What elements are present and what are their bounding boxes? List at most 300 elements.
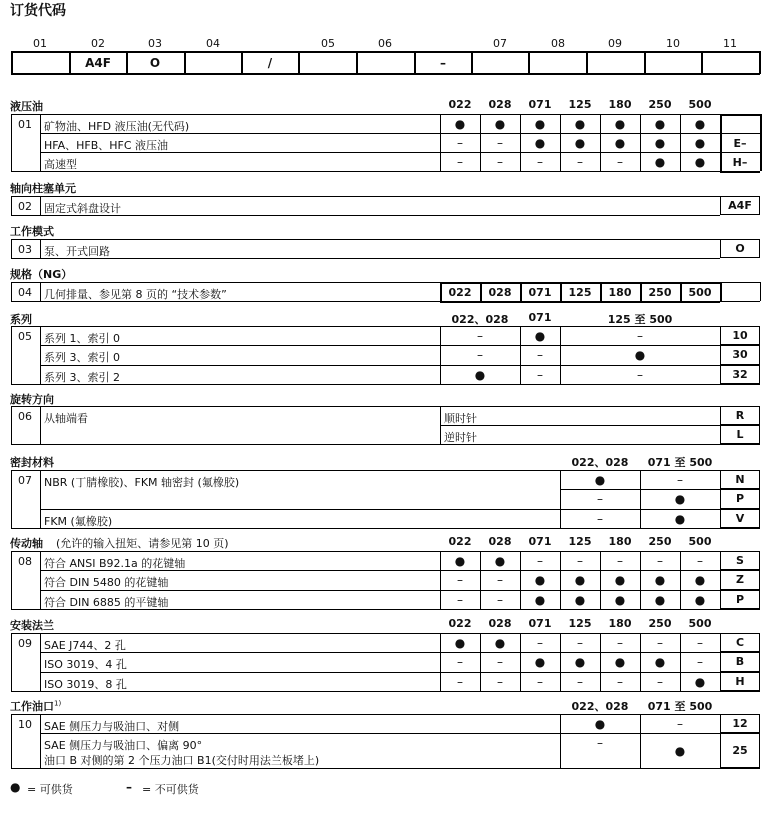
size-value: 071 xyxy=(528,286,552,299)
availability-mark: – xyxy=(597,492,603,507)
code-value: 10 xyxy=(720,326,760,345)
row-label: 系列 1、索引 0 xyxy=(44,332,120,345)
v-rule xyxy=(11,282,12,301)
availability-mark: – xyxy=(637,367,643,382)
v-rule xyxy=(520,326,521,384)
v-rule xyxy=(40,196,41,215)
availability-mark: – xyxy=(457,592,463,607)
availability-mark: – xyxy=(577,554,583,568)
header-number: 05 xyxy=(321,37,335,50)
availability-mark: ● xyxy=(694,674,706,689)
direction-label: 逆时针 xyxy=(444,431,477,444)
row-label: 矿物油、HFD 液压油(无代码) xyxy=(44,120,190,133)
v-rule xyxy=(11,714,12,768)
row-label: 固定式斜盘设计 xyxy=(44,202,121,215)
v-rule xyxy=(560,633,561,691)
row-label: 从轴端看 xyxy=(44,412,88,425)
h-rule xyxy=(11,609,760,610)
row-label: FKM (氟橡胶) xyxy=(44,514,113,528)
size-header: 500 xyxy=(688,98,712,111)
header-box-top xyxy=(11,51,760,53)
section-title: 液压油 xyxy=(10,100,43,113)
v-rule xyxy=(40,114,41,171)
availability-mark: ● xyxy=(534,136,546,150)
row-label: SAE 侧压力与吸油口、偏离 90° xyxy=(44,739,203,752)
size-header: 125 xyxy=(568,535,592,548)
legend-dot-symbol: ● xyxy=(10,780,21,794)
h-rule xyxy=(40,133,760,134)
v-rule xyxy=(40,406,41,444)
header-box-bottom xyxy=(11,73,760,75)
section-title: 密封材料 xyxy=(10,456,54,469)
header-code-value: A4F xyxy=(85,56,111,70)
v-rule xyxy=(520,633,521,691)
header-box-divider xyxy=(241,51,243,74)
v-rule xyxy=(11,633,12,691)
header-number: 07 xyxy=(493,37,507,50)
availability-mark: – xyxy=(617,674,623,689)
header-code-value: O xyxy=(149,56,161,70)
code-value: L xyxy=(720,425,760,444)
availability-mark: ● xyxy=(534,655,546,670)
code-value: P xyxy=(720,489,760,508)
header-code-value: / xyxy=(267,56,273,70)
row-label: 符合 DIN 6885 的平键轴 xyxy=(44,595,169,609)
table-top xyxy=(11,114,760,115)
section-title: 系列 xyxy=(10,313,32,326)
availability-mark: ● xyxy=(694,117,706,131)
section-title: 轴向柱塞单元 xyxy=(10,182,76,195)
availability-mark: – xyxy=(657,554,663,568)
row-label: HFA、HFB、HFC 液压油 xyxy=(44,139,169,152)
header-number: 11 xyxy=(723,37,737,50)
availability-mark: ● xyxy=(654,573,666,588)
h-rule xyxy=(11,551,760,552)
row-label: 高速型 xyxy=(44,158,77,171)
h-rule xyxy=(11,691,760,692)
row-number: 08 xyxy=(18,555,32,568)
header-box-divider xyxy=(298,51,300,74)
section-title-text: 工作油口 xyxy=(10,700,54,713)
v-rule xyxy=(760,114,762,171)
h-rule xyxy=(11,633,760,634)
header-box-divider xyxy=(356,51,358,74)
availability-mark: ● xyxy=(494,117,506,131)
availability-mark: ● xyxy=(534,592,546,607)
v-rule xyxy=(40,326,41,384)
v-rule xyxy=(480,551,481,609)
h-rule xyxy=(40,652,760,653)
column-header: 071 至 500 xyxy=(647,456,713,469)
availability-mark: ● xyxy=(654,155,666,169)
size-header: 022 xyxy=(448,535,472,548)
row-label: 几何排量、参见第 8 页的 “技术参数” xyxy=(44,288,227,301)
availability-mark: ● xyxy=(574,655,586,670)
header-number: 03 xyxy=(148,37,162,50)
row-label: SAE 侧压力与吸油口、对侧 xyxy=(44,720,180,733)
v-rule xyxy=(640,714,641,768)
availability-mark: – xyxy=(697,655,703,670)
v-rule xyxy=(440,406,441,444)
row-number: 06 xyxy=(18,410,32,423)
size-header: 071 xyxy=(528,617,552,630)
row-label: ISO 3019、8 孔 xyxy=(44,677,127,691)
row-label: SAE J744、2 孔 xyxy=(44,639,126,652)
row-number: 04 xyxy=(18,286,32,299)
row-label: 系列 3、索引 2 xyxy=(44,370,120,384)
availability-mark: ● xyxy=(494,554,506,568)
v-rule xyxy=(600,551,601,609)
size-header: 500 xyxy=(688,535,712,548)
h-rule xyxy=(11,196,720,197)
availability-mark: – xyxy=(497,136,503,150)
availability-mark: ● xyxy=(534,329,546,343)
h-rule xyxy=(40,672,760,673)
code-value: 25 xyxy=(720,733,760,768)
availability-mark: ● xyxy=(534,117,546,131)
v-rule xyxy=(520,114,521,171)
v-rule xyxy=(680,551,681,609)
availability-mark: ● xyxy=(694,136,706,150)
header-box-divider xyxy=(644,51,646,74)
v-rule xyxy=(11,326,12,384)
size-value: 028 xyxy=(488,286,512,299)
legend-dash-symbol: – xyxy=(126,780,132,794)
availability-mark: – xyxy=(457,655,463,670)
availability-mark: ● xyxy=(654,592,666,607)
size-value: 250 xyxy=(648,286,672,299)
availability-mark: – xyxy=(457,573,463,588)
code-value: S xyxy=(720,551,760,570)
v-rule xyxy=(560,114,561,171)
header-box-divider xyxy=(184,51,186,74)
h-rule xyxy=(40,590,760,591)
availability-mark: ● xyxy=(574,136,586,150)
availability-mark: – xyxy=(597,736,603,750)
v-rule xyxy=(520,551,521,609)
availability-mark: – xyxy=(537,155,543,169)
code-value: Z xyxy=(720,570,760,589)
h-rule xyxy=(11,406,760,407)
size-header: 500 xyxy=(688,617,712,630)
footnote-marker: 1) xyxy=(54,699,62,708)
row-number: 10 xyxy=(18,718,32,731)
legend-dot-text: = 可供货 xyxy=(27,783,73,796)
size-header: 125 xyxy=(568,98,592,111)
size-header: 180 xyxy=(608,617,632,630)
availability-mark: – xyxy=(457,155,463,169)
availability-mark: – xyxy=(657,636,663,650)
v-rule xyxy=(40,239,41,258)
v-rule xyxy=(40,551,41,609)
v-rule xyxy=(40,470,41,528)
header-box-divider xyxy=(11,51,13,74)
size-header: 250 xyxy=(648,617,672,630)
column-header: 071 至 500 xyxy=(647,700,713,713)
v-rule xyxy=(11,239,12,258)
availability-mark: – xyxy=(537,367,543,382)
v-rule xyxy=(11,470,12,528)
header-box-divider xyxy=(586,51,588,74)
column-header: 022、028 xyxy=(571,456,629,469)
h-rule xyxy=(720,114,760,116)
v-rule xyxy=(560,470,561,528)
column-header: 071 xyxy=(528,311,552,324)
h-rule xyxy=(11,239,720,240)
v-rule xyxy=(40,714,41,768)
size-value: 022 xyxy=(448,286,472,299)
h-rule xyxy=(40,509,760,510)
header-box-divider xyxy=(126,51,128,74)
availability-mark: ● xyxy=(594,717,606,731)
availability-mark: – xyxy=(677,717,683,731)
code-value: V xyxy=(720,509,760,528)
section-title: 规格（NG） xyxy=(10,268,73,281)
h-rule xyxy=(11,444,760,445)
code-o: O xyxy=(720,239,760,258)
header-code-value: – xyxy=(440,56,446,70)
column-header: 022、028 xyxy=(571,700,629,713)
availability-mark: – xyxy=(577,155,583,169)
header-number: 01 xyxy=(33,37,47,50)
code-value: R xyxy=(720,406,760,425)
row-label: 符合 ANSI B92.1a 的花键轴 xyxy=(44,557,186,570)
section-subtitle: (允许的输入扭矩、请参见第 10 页) xyxy=(56,537,229,550)
header-number: 04 xyxy=(206,37,220,50)
row-label: 符合 DIN 5480 的花键轴 xyxy=(44,576,169,590)
availability-mark: – xyxy=(617,155,623,169)
availability-mark: ● xyxy=(474,367,486,382)
row-label: ISO 3019、4 孔 xyxy=(44,658,127,672)
section-title: 传动轴 xyxy=(10,537,43,550)
row-number: 02 xyxy=(18,200,32,213)
size-header: 250 xyxy=(648,535,672,548)
v-rule xyxy=(11,196,12,215)
availability-mark: – xyxy=(457,136,463,150)
availability-mark: – xyxy=(597,511,603,526)
availability-mark: – xyxy=(617,554,623,568)
row-number: 01 xyxy=(18,118,32,131)
size-header: 028 xyxy=(488,617,512,630)
row-number: 03 xyxy=(18,243,32,256)
column-header: 125 至 500 xyxy=(607,313,673,326)
v-rule xyxy=(40,282,41,301)
availability-mark: ● xyxy=(654,655,666,670)
code-value: H xyxy=(720,672,760,691)
header-box-divider xyxy=(471,51,473,74)
availability-mark: – xyxy=(497,674,503,689)
h-rule xyxy=(40,345,760,346)
code-value: 32 xyxy=(720,365,760,384)
availability-mark: – xyxy=(537,348,543,363)
availability-mark: – xyxy=(537,636,543,650)
header-number: 10 xyxy=(666,37,680,50)
size-header: 071 xyxy=(528,98,552,111)
size-header: 022 xyxy=(448,98,472,111)
h-rule xyxy=(11,171,760,172)
v-rule xyxy=(760,282,761,301)
page-title: 订货代码 xyxy=(10,3,66,19)
direction-label: 顺时针 xyxy=(444,412,477,425)
v-rule xyxy=(640,551,641,609)
size-header: 028 xyxy=(488,98,512,111)
row-number: 07 xyxy=(18,474,32,487)
h-rule xyxy=(40,570,760,571)
h-rule xyxy=(11,326,760,327)
availability-mark: ● xyxy=(694,573,706,588)
availability-mark: – xyxy=(617,636,623,650)
availability-mark: – xyxy=(637,329,643,343)
column-header: 022、028 xyxy=(451,313,509,326)
availability-mark: ● xyxy=(454,636,466,650)
code-value: H– xyxy=(732,156,748,169)
availability-mark: – xyxy=(537,554,543,568)
size-header: 071 xyxy=(528,535,552,548)
row-label: NBR (丁腈橡胶)、FKM 轴密封 (氟橡胶) xyxy=(44,476,240,489)
size-value: 125 xyxy=(568,286,592,299)
availability-mark: ● xyxy=(674,744,686,758)
availability-mark: ● xyxy=(454,554,466,568)
v-rule xyxy=(480,114,481,171)
code-value: C xyxy=(720,633,760,652)
availability-mark: – xyxy=(497,573,503,588)
availability-mark: – xyxy=(497,155,503,169)
availability-mark: – xyxy=(497,655,503,670)
v-rule xyxy=(11,114,12,171)
availability-mark: – xyxy=(657,674,663,689)
availability-mark: – xyxy=(477,329,483,343)
availability-mark: ● xyxy=(574,592,586,607)
availability-mark: ● xyxy=(614,655,626,670)
availability-mark: – xyxy=(537,674,543,689)
availability-mark: ● xyxy=(654,136,666,150)
header-number: 06 xyxy=(378,37,392,50)
size-header: 180 xyxy=(608,535,632,548)
availability-mark: ● xyxy=(594,473,606,487)
availability-mark: ● xyxy=(634,348,646,363)
header-number: 08 xyxy=(551,37,565,50)
v-rule xyxy=(560,714,561,768)
section-title: 工作模式 xyxy=(10,225,54,238)
row-number: 09 xyxy=(18,637,32,650)
availability-mark: – xyxy=(577,636,583,650)
h-rule xyxy=(11,384,760,385)
v-rule xyxy=(560,551,561,609)
row-label: 系列 3、索引 0 xyxy=(44,351,120,365)
size-value: 180 xyxy=(608,286,632,299)
v-rule xyxy=(440,114,441,171)
header-box-divider xyxy=(701,51,703,74)
availability-mark: ● xyxy=(614,117,626,131)
h-rule xyxy=(11,470,760,471)
availability-mark: – xyxy=(697,636,703,650)
availability-mark: ● xyxy=(574,117,586,131)
h-rule xyxy=(11,258,720,259)
v-rule xyxy=(600,633,601,691)
availability-mark: ● xyxy=(614,573,626,588)
size-header: 028 xyxy=(488,535,512,548)
code-value: 12 xyxy=(720,714,760,733)
availability-mark: ● xyxy=(694,592,706,607)
availability-mark: ● xyxy=(694,155,706,169)
size-header: 250 xyxy=(648,98,672,111)
availability-mark: – xyxy=(477,348,483,363)
h-rule xyxy=(11,768,760,769)
v-rule xyxy=(560,326,561,384)
v-rule xyxy=(440,326,441,384)
availability-mark: – xyxy=(697,554,703,568)
header-box-divider xyxy=(528,51,530,74)
h-rule xyxy=(11,714,760,715)
legend-dash-text: = 不可供货 xyxy=(142,783,199,796)
row-label: 泵、开式回路 xyxy=(44,245,110,258)
v-rule xyxy=(640,633,641,691)
v-rule xyxy=(440,551,441,609)
h-rule xyxy=(40,152,760,153)
availability-mark: ● xyxy=(614,592,626,607)
availability-mark: ● xyxy=(454,117,466,131)
code-value: B xyxy=(720,652,760,671)
header-box-divider xyxy=(414,51,416,74)
availability-mark: – xyxy=(677,473,683,487)
h-rule xyxy=(720,171,760,173)
v-rule xyxy=(600,114,601,171)
v-rule xyxy=(720,282,722,301)
availability-mark: – xyxy=(457,674,463,689)
availability-mark: ● xyxy=(494,636,506,650)
section-title: 安装法兰 xyxy=(10,619,54,632)
h-rule xyxy=(11,528,760,529)
availability-mark: ● xyxy=(674,492,686,507)
header-box-divider xyxy=(69,51,71,74)
v-rule xyxy=(480,633,481,691)
row-number: 05 xyxy=(18,330,32,343)
section-title xyxy=(10,698,61,714)
h-rule xyxy=(440,301,720,303)
availability-mark: ● xyxy=(614,136,626,150)
size-header: 022 xyxy=(448,617,472,630)
section-title: 旋转方向 xyxy=(10,393,54,406)
availability-mark: ● xyxy=(534,573,546,588)
code-a4f: A4F xyxy=(720,196,760,215)
size-header: 125 xyxy=(568,617,592,630)
availability-mark: – xyxy=(497,592,503,607)
size-value: 500 xyxy=(688,286,712,299)
size-header: 180 xyxy=(608,98,632,111)
availability-mark: – xyxy=(577,674,583,689)
code-value: E– xyxy=(733,137,747,150)
header-number: 09 xyxy=(608,37,622,50)
code-value: P xyxy=(720,590,760,609)
h-rule xyxy=(40,365,760,366)
v-rule xyxy=(680,633,681,691)
availability-mark: ● xyxy=(654,117,666,131)
h-rule xyxy=(440,282,720,284)
code-value: N xyxy=(720,470,760,489)
code-value: 30 xyxy=(720,345,760,364)
header-number: 02 xyxy=(91,37,105,50)
v-rule xyxy=(11,551,12,609)
availability-mark: ● xyxy=(674,511,686,526)
v-rule xyxy=(11,406,12,444)
v-rule xyxy=(640,470,641,528)
v-rule xyxy=(40,633,41,691)
v-rule xyxy=(440,633,441,691)
availability-mark: ● xyxy=(574,573,586,588)
header-box-divider xyxy=(759,51,761,74)
v-rule xyxy=(640,114,641,171)
row-label-second-line: 油口 B 对侧的第 2 个压力油口 B1(交付时用法兰板堵上) xyxy=(44,754,320,767)
